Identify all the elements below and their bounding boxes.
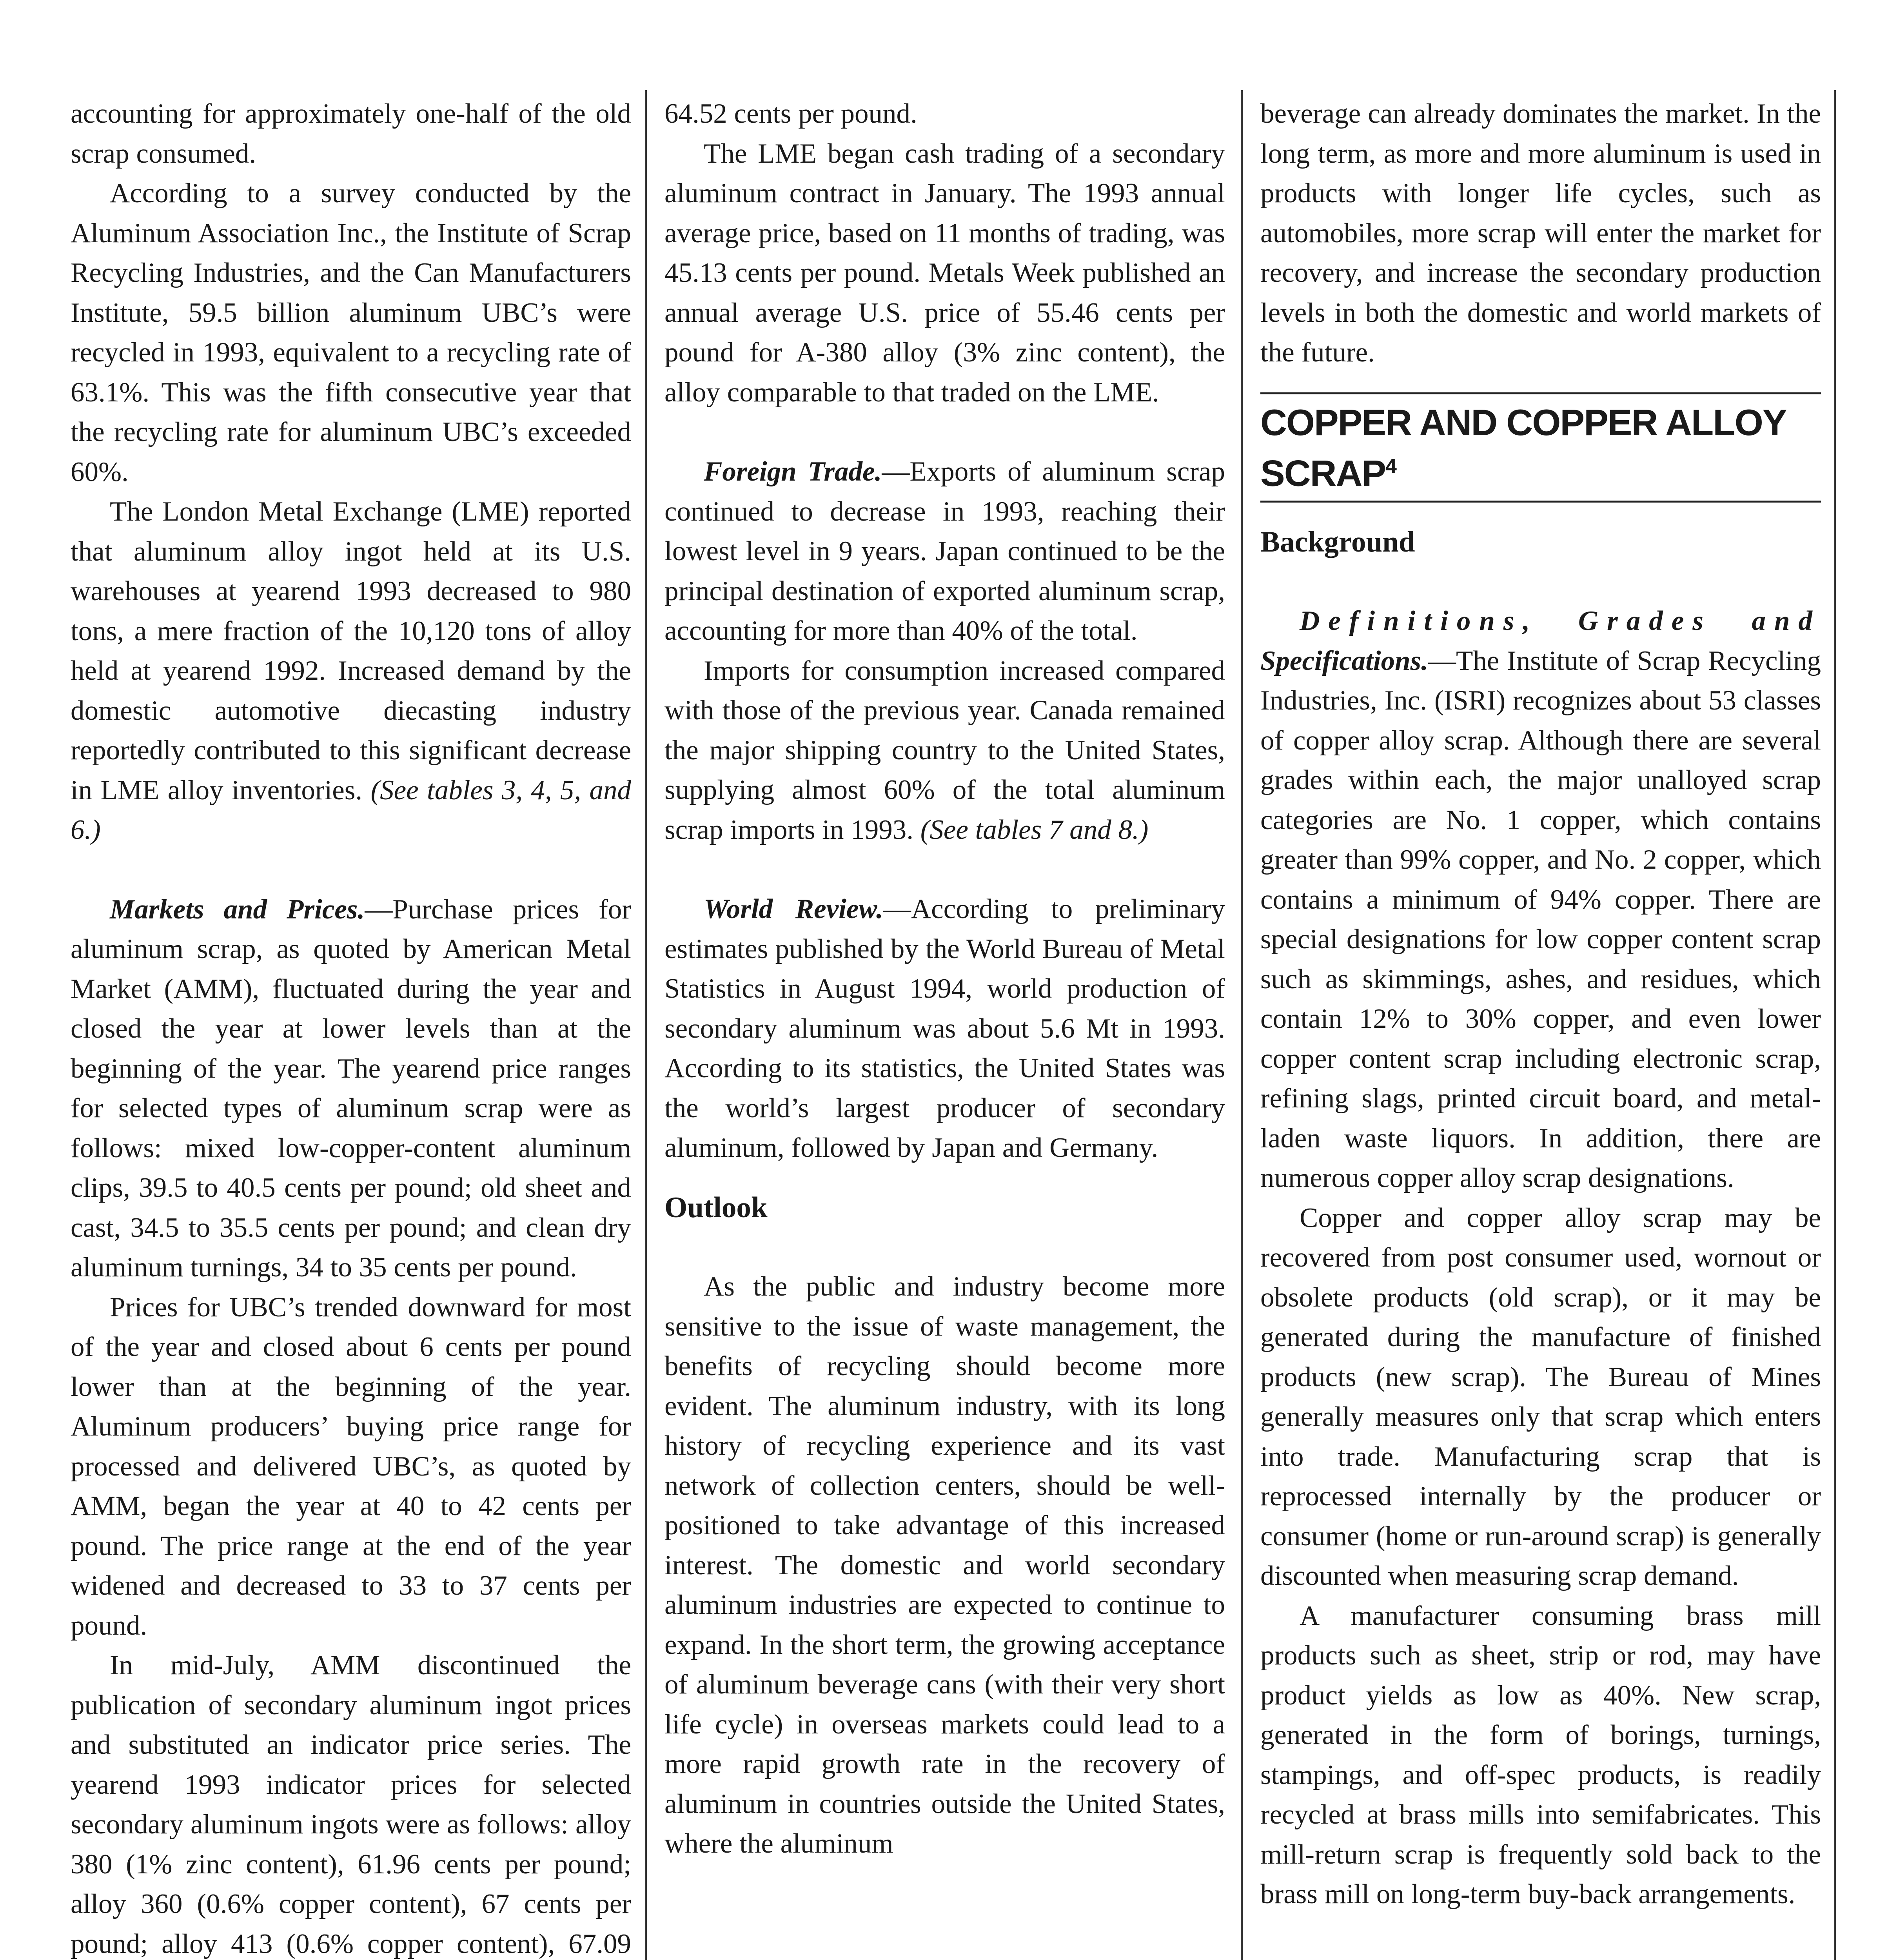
spacer [664,850,1225,889]
run-in-heading-definitions: Definitions, Grades and [1300,606,1821,637]
paragraph: beverage can already dominates the market. In the long term, as more and more aluminum is used in products with longer life cycles, such as automobiles, more scrap will enter the market for recovery, and increase the secondary production levels in both the domestic and world markets of the future. [1260,98,1821,368]
spacer [664,1227,1225,1267]
paragraph [71,492,631,850]
run-in-heading-world-review: World Review. [704,894,883,924]
paragraph-text: Imports for consumption increased compared with those of the previous year. Canada remained the major shipping country to the United States, supplying almost 60% of the total aluminum scrap imports in 1993. [664,655,1225,845]
spacer [1260,373,1821,392]
paragraph: According to a survey conducted by the Aluminum Association Inc., the Institute of Scrap Recycling Industries, and the Can Manufacturers Institute, 59.5 billion aluminum UBC’s were recycled in 1993, equivalent to a recycling rate of 63.1%. This was the fifth consecutive year that the recycling rate for aluminum UBC’s exceeded 60%. [71,178,631,487]
column-divider [645,90,647,1960]
paragraph: Prices for UBC’s trended downward for most of the year and closed about 6 cents per pound lower than at the beginning of the year. Aluminum producers’ buying price range for processed and delivered UBC’s, as quoted by AMM, began the year at 40 to 42 cents per pound. The price range at the end of the year widened and decreased to 33 to 37 cents per pound. [71,1292,631,1641]
paragraph: As the public and industry become more sensitive to the issue of waste management, the benefits of recycling should become more evident. The aluminum industry, with its long history of recycling experience and its vast network of collection centers, should be well-positioned to take advantage of this increased interest. The domestic and world secondary aluminum industries are expected to continue to expand. In the short term, the growing acceptance of aluminum beverage cans (with their very short life cycle) in overseas markets could lead to a more rapid growth rate in the recovery of aluminum in countries outside the United States, where the aluminum [664,1271,1225,1859]
paragraph: accounting for approximately one-half of the old scrap consumed. [71,98,631,169]
paragraph [664,651,1225,850]
column-divider [1241,90,1243,1960]
paragraph-text: The London Metal Exchange (LME) reported that aluminum alloy ingot held at its U.S. warehouses at yearend 1993 decreased to 980 tons, a mere fraction of the 10,120 tons of alloy held at yearend 1992. Increased demand by the domestic automotive diecasting industry reportedly contributed to this significant decrease in LME alloy inventories. [71,496,631,806]
paragraph: 64.52 cents per pound. [664,98,917,129]
paragraph [1260,601,1821,1198]
paragraph [664,452,1225,651]
paragraph [71,890,631,1288]
table-reference: (See tables 3, 4, 5, and 6.) [71,775,632,845]
spacer [664,412,1225,452]
section-heading-background: Background [1260,525,1415,558]
paragraph-text: —Exports of aluminum scrap continued to decrease in 1993, reaching their lowest level in 9 years. Japan continued to be the principal destination of exported aluminum scrap, accounting for more than 40% of the total. [664,456,1225,646]
spacer [1260,503,1821,522]
run-in-heading-markets: Markets and Prices. [110,894,365,925]
spacer [664,1168,1225,1188]
paragraph-text: —Purchase prices for aluminum scrap, as quoted by American Metal Market (AMM), fluctuated during the year and closed the year at lower levels than at the beginning of the year. The yearend price ranges for selected types of aluminum scrap were as follows: mixed low-copper-content aluminum clips, 39.5 to 40.5 cents per pound; old sheet and cast, 34.5 to 35.5 cents per pound; and clean dry aluminum turnings, 34 to 35 cents per pound. [71,894,631,1283]
paragraph: A manufacturer consuming brass mill products such as sheet, strip or rod, may have product yields as low as 40%. New scrap, generated in the form of borings, turnings, stampings, and off-spec products, is readily recycled at brass mills into semifabricates. This mill-return scrap is frequently sold back to the brass mill on long-term buy-back arrangements. [1260,1600,1821,1910]
spacer [71,850,631,890]
footnote-marker: 4 [1385,455,1396,478]
paragraph-text: —The Institute of Scrap Recycling Industries, Inc. (ISRI) recognizes about 53 classes of copper alloy scrap. Although there are several grades within each, the major unalloyed scrap categories are No. 1 copper, which contains greater than 99% copper, and No. 2 copper, which contains a minimum of 94% copper. There are special designations for low copper content scrap such as skimmings, ashes, and residues, which contain 12% to 30% copper, and even lower copper content scrap including electronic scrap, refining slags, printed circuit board, and metal-laden waste liquors. In addition, there are numerous copper alloy scrap designations. [1260,645,1821,1194]
spacer [1260,562,1821,601]
table-reference: (See tables 7 and 8.) [920,814,1149,845]
section-heading-outlook: Outlook [664,1191,768,1224]
paragraph: The LME began cash trading of a secondary aluminum contract in January. The 1993 annual average price, based on 11 months of trading, was 45.13 cents per pound. Metals Week published an annual average U.S. price of 55.46 cents per pound for A-380 alloy (3% zinc content), the alloy comparable to that traded on the LME. [664,138,1225,408]
run-in-heading-specifications: Specifications. [1260,645,1428,676]
run-in-heading-foreign-trade: Foreign Trade. [704,456,882,487]
paragraph-text: —According to preliminary estimates published by the World Bureau of Metal Statistics in August 1994, world production of secondary aluminum was about 5.6 Mt in 1993. According to its statistics, the United States was the world’s largest producer of secondary aluminum, followed by Japan and Germany. [664,894,1225,1163]
paragraph [664,889,1225,1168]
column-left [71,94,631,1960]
column-right [1260,94,1821,1960]
paragraph: In mid-July, AMM discontinued the publication of secondary aluminum ingot prices and substituted an indicator price series. The yearend 1993 indicator prices for selected secondary aluminum ingots were as follows: alloy 380 (1% zinc content), 61.96 cents per pound; alloy 360 (0.6% copper content), 67 cents per pound; alloy 413 (0.6% copper content), 67.09 [71,1650,631,1959]
column-divider [1834,90,1836,1960]
section-title-text: COPPER AND COPPER ALLOY SCRAP [1260,401,1786,494]
section-title-copper [1260,392,1821,503]
paragraph: Copper and copper alloy scrap may be recovered from post consumer used, wornout or obsolete products (old scrap), or it may be generated during the manufacture of finished products (new scrap). The Bureau of Mines generally measures only that scrap which enters into trade. Manufacturing scrap that is reprocessed internally by the producer or consumer (home or run-around scrap) is generally discounted when measuring scrap demand. [1260,1202,1821,1592]
column-middle [664,94,1225,1960]
